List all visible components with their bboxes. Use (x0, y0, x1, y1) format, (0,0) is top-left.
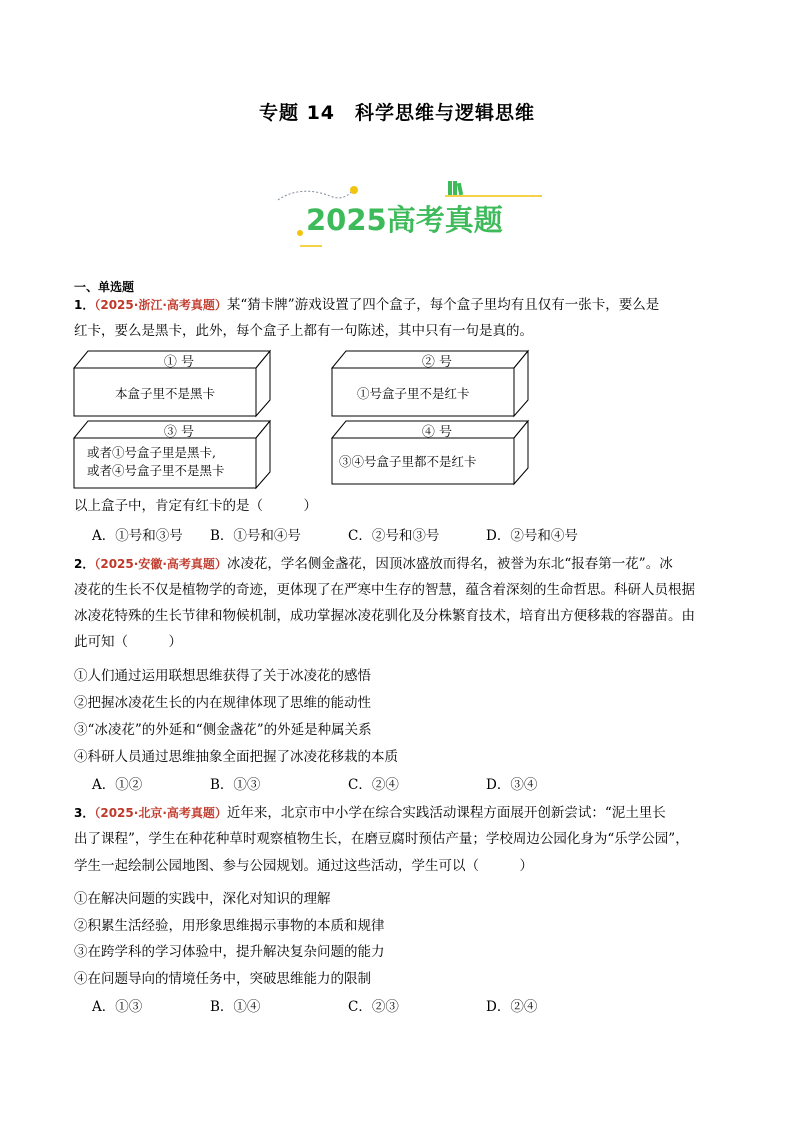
q2-option-b[interactable]: B．①③ (210, 777, 261, 793)
q1-box-1 (73, 348, 273, 418)
q3-line3: 学生一起绘制公园地图、参与公园规划。通过这些活动，学生可以（ ） (74, 858, 533, 874)
q2-item-1: ①人们通过运用联想思维获得了关于冰凌花的感悟 (74, 668, 371, 684)
q1-box-4-text: ③④号盒子里都不是红卡 (339, 454, 477, 469)
q1-line2: 红卡，要么是黑卡，此外，每个盒子上都有一句陈述，其中只有一句是真的。 (74, 323, 533, 339)
q2-line2: 凌花的生长不仅是植物学的奇迹，更体现了在严寒中生存的智慧，蕴含着深刻的生命哲思。科研人员根据 (74, 582, 695, 598)
page-title: 专题 14 科学思维与逻辑思维 (258, 102, 536, 124)
q2-number: 2． (74, 557, 95, 571)
q2-line4: 此可知（ ） (74, 634, 182, 650)
q1-option-d[interactable]: D．②号和④号 (486, 528, 578, 544)
q2-option-c[interactable]: C．②④ (348, 777, 399, 793)
q3-item-3: ③在跨学科的学习体验中，提升解决复杂问题的能力 (74, 944, 385, 960)
q1-box-1-text: 本盒子里不是黑卡 (115, 386, 216, 401)
q2-item-3: ③“冰凌花”的外延和“侧金盏花”的外延是种属关系 (74, 722, 372, 738)
q1-stem-end: 以上盒子中，肯定有红卡的是（ ） (74, 498, 317, 514)
header-badge (270, 178, 550, 248)
q1-box-4-label: ④ 号 (421, 425, 453, 440)
q2-item-4: ④科研人员通过思维抽象全面把握了冰凌花移栽的本质 (74, 749, 398, 765)
q3-option-b[interactable]: B．①④ (210, 999, 261, 1015)
q2-source: （2025·安徽·高考真题） (94, 557, 227, 571)
q1-option-c[interactable]: C．②号和③号 (348, 528, 440, 544)
q1-box-2-text: ①号盒子里不是红卡 (357, 386, 470, 401)
q3-text1: 近年来，北京市中小学在综合实践活动课程方面展开创新尝试：“泥土里长 (226, 805, 666, 821)
q1-option-a[interactable]: A．①号和③号 (92, 528, 183, 544)
q3-item-2: ②积累生活经验，用形象思维揭示事物的本质和规律 (74, 918, 385, 934)
q2-line1 (74, 554, 734, 574)
q1-box-3-text-2: 或者④号盒子里不是黑卡 (87, 463, 225, 478)
section-heading: 一、单选题 (74, 280, 135, 294)
q3-source: （2025·北京·高考真题） (94, 806, 227, 820)
q1-box-3-text-1: 或者①号盒子里是黑卡, (87, 445, 216, 460)
q1-box-2 (331, 348, 531, 418)
q1-box-4 (331, 418, 531, 490)
q2-text1: 冰凌花，学名侧金盏花，因顶冰盛放而得名，被誉为东北“报春第一花”。冰 (226, 556, 673, 572)
q1-source: （2025·浙江·高考真题） (94, 298, 227, 312)
q1-box-3 (73, 418, 273, 490)
q3-item-1: ①在解决问题的实践中，深化对知识的理解 (74, 891, 331, 907)
q2-item-2: ②把握冰凌花生长的内在规律体现了思维的能动性 (74, 695, 371, 711)
q1-box-3-label: ③ 号 (163, 425, 195, 440)
q1-line1 (74, 295, 734, 315)
q3-line2: 出了课程”，学生在种花种草时观察植物生长，在磨豆腐时预估产量；学校周边公园化身为“乐学公园”， (74, 831, 689, 847)
q2-option-d[interactable]: D．③④ (486, 777, 538, 793)
q3-line1 (74, 803, 734, 823)
q1-option-b[interactable]: B．①号和④号 (210, 528, 301, 544)
q2-line3: 冰凌花特殊的生长节律和物候机制，成功掌握冰凌花驯化及分株繁育技术，培育出方便移栽的容器苗。由 (74, 608, 695, 624)
q1-number: 1． (74, 298, 95, 312)
badge-title: 2025高考真题 (306, 203, 503, 237)
q3-option-c[interactable]: C．②③ (348, 999, 399, 1015)
q1-text1: 某“猜卡牌”游戏设置了四个盒子，每个盒子里均有且仅有一张卡，要么是 (226, 297, 660, 313)
q1-box-1-label: ① 号 (163, 355, 195, 370)
q3-number: 3． (74, 806, 95, 820)
q1-box-2-label: ② 号 (421, 355, 453, 370)
q3-option-d[interactable]: D．②④ (486, 999, 538, 1015)
q2-option-a[interactable]: A．①② (92, 777, 143, 793)
q3-option-a[interactable]: A．①③ (92, 999, 143, 1015)
q3-item-4: ④在问题导向的情境任务中，突破思维能力的限制 (74, 971, 371, 987)
